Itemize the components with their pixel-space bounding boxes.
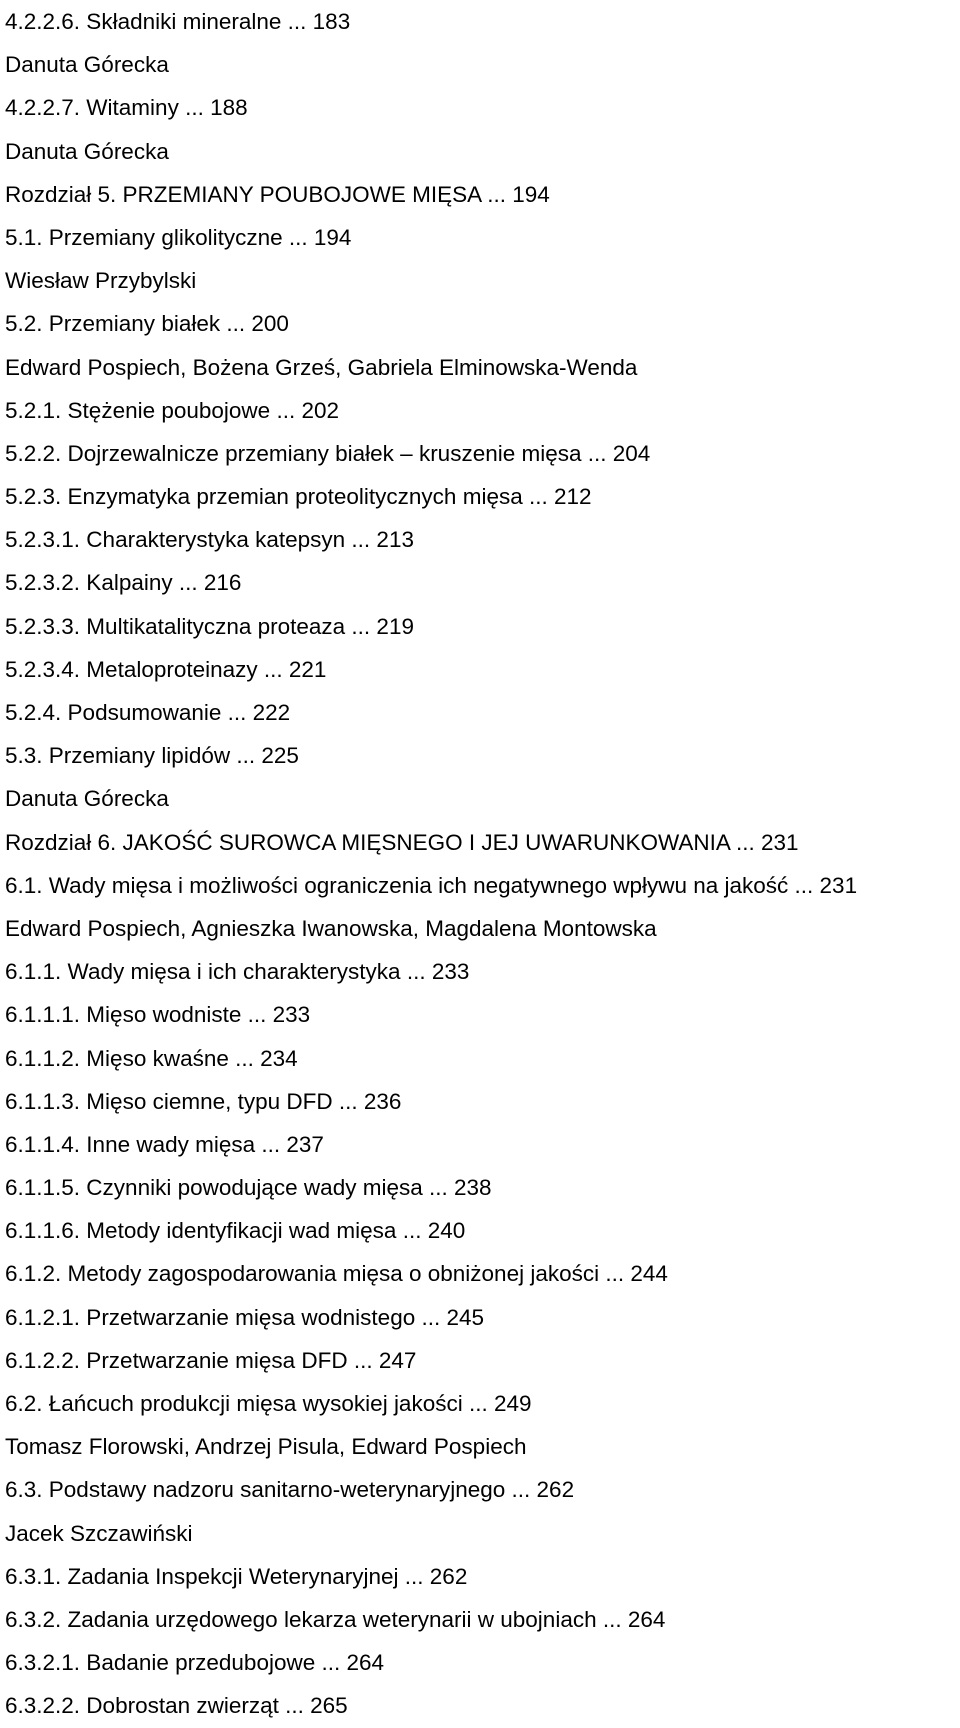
toc-entry: 6.1.2. Metody zagospodarowania mięsa o obniżonej jakości ... 244 [5, 1261, 668, 1287]
toc-entry: 5.2.1. Stężenie poubojowe ... 202 [5, 397, 339, 423]
toc-entry: 6.1.1.4. Inne wady mięsa ... 237 [5, 1131, 324, 1157]
toc-entry: 5.3. Przemiany lipidów ... 225 [5, 743, 299, 769]
toc-author: Danuta Górecka [5, 52, 169, 78]
toc-author: Danuta Górecka [5, 138, 169, 164]
toc-entry: 5.2.3.4. Metaloproteinazy ... 221 [5, 656, 327, 682]
toc-entry: 6.3.2.1. Badanie przedubojowe ... 264 [5, 1650, 385, 1676]
toc-entry: 5.2.3.2. Kalpainy ... 216 [5, 570, 242, 596]
toc-chapter-heading: Rozdział 5. PRZEMIANY POUBOJOWE MIĘSA ... 194 [5, 181, 550, 207]
toc-entry: 5.2.3.1. Charakterystyka katepsyn ... 213 [5, 527, 414, 553]
toc-entry: 6.1.2.2. Przetwarzanie mięsa DFD ... 247 [5, 1347, 417, 1373]
toc-entry: 6.1.1.2. Mięso kwaśne ... 234 [5, 1045, 298, 1071]
toc-author: Wiesław Przybylski [5, 268, 197, 294]
toc-entry: 6.3.2. Zadania urzędowego lekarza weterynarii w ubojniach ... 264 [5, 1606, 666, 1632]
toc-author: Jacek Szczawiński [5, 1520, 193, 1546]
toc-entry: 5.2. Przemiany białek ... 200 [5, 311, 289, 337]
toc-entry: 6.1. Wady mięsa i możliwości ograniczenia ich negatywnego wpływu na jakość ... 231 [5, 872, 858, 898]
toc-entry: 6.3. Podstawy nadzoru sanitarno-weterynaryjnego ... 262 [5, 1477, 575, 1503]
toc-entry: 6.1.1.1. Mięso wodniste ... 233 [5, 1002, 311, 1028]
toc-author: Danuta Górecka [5, 786, 169, 812]
toc-entry: 6.1.1.3. Mięso ciemne, typu DFD ... 236 [5, 1088, 402, 1114]
toc-entry: 4.2.2.7. Witaminy ... 188 [5, 95, 248, 121]
toc-entry: 4.2.2.6. Składniki mineralne ... 183 [5, 9, 351, 34]
toc-chapter-heading: Rozdział 6. JAKOŚĆ SUROWCA MIĘSNEGO I JEJ UWARUNKOWANIA ... 231 [5, 829, 799, 855]
toc-entry: 6.2. Łańcuch produkcji mięsa wysokiej jakości ... 249 [5, 1391, 532, 1416]
toc-entry: 5.1. Przemiany glikolityczne ... 194 [5, 224, 352, 250]
toc-entry: 5.2.3.3. Multikatalityczna proteaza ... 219 [5, 613, 414, 639]
table-of-contents [5, 0, 955, 1728]
toc-author: Edward Pospiech, Bożena Grześ, Gabriela Elminowska-Wenda [5, 354, 638, 380]
toc-entry: 5.2.3. Enzymatyka przemian proteolitycznych mięsa ... 212 [5, 484, 592, 510]
toc-entry: 6.3.2.2. Dobrostan zwierząt ... 265 [5, 1693, 348, 1719]
toc-author: Edward Pospiech, Agnieszka Iwanowska, Magdalena Montowska [5, 915, 657, 941]
toc-author: Tomasz Florowski, Andrzej Pisula, Edward Pospiech [5, 1434, 527, 1460]
toc-entry: 6.3.1. Zadania Inspekcji Weterynaryjnej ... 262 [5, 1563, 468, 1589]
toc-entry: 6.1.2.1. Przetwarzanie mięsa wodnistego ... 245 [5, 1304, 485, 1330]
toc-entry: 6.1.1.5. Czynniki powodujące wady mięsa ... 238 [5, 1175, 492, 1201]
toc-entry: 6.1.1. Wady mięsa i ich charakterystyka ... 233 [5, 959, 470, 985]
toc-entry: 6.1.1.6. Metody identyfikacji wad mięsa ... 240 [5, 1218, 466, 1244]
toc-entry: 5.2.2. Dojrzewalnicze przemiany białek – kruszenie mięsa ... 204 [5, 440, 651, 466]
toc-entry: 5.2.4. Podsumowanie ... 222 [5, 700, 291, 725]
